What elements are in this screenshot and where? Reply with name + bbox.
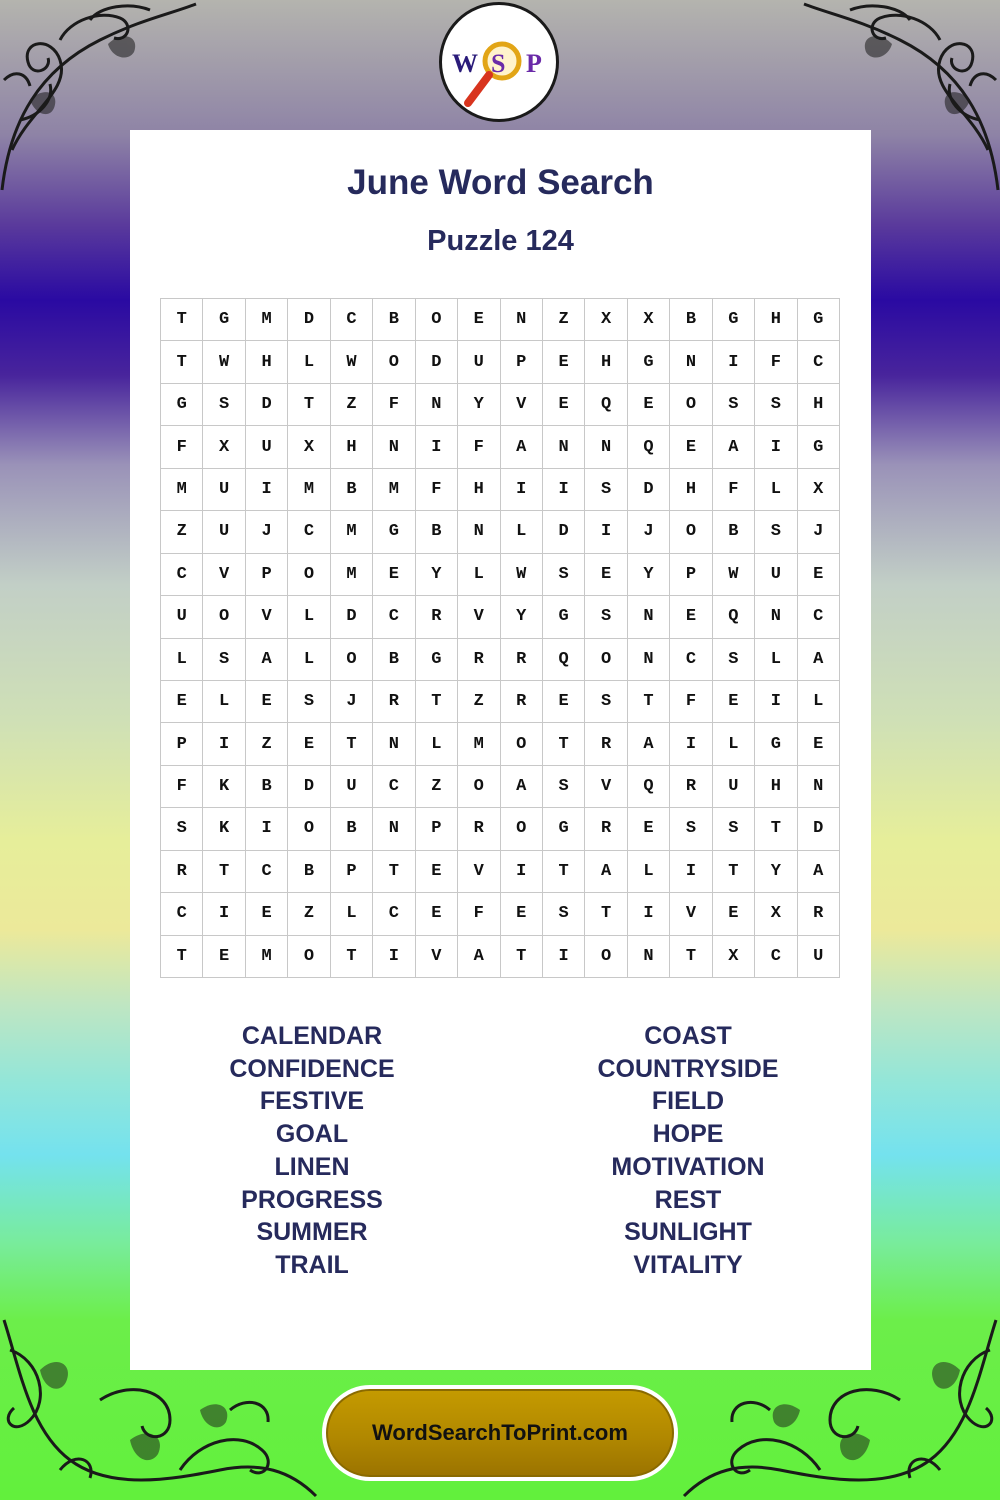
grid-cell[interactable]: C	[670, 639, 712, 681]
grid-cell[interactable]: T	[161, 299, 203, 341]
grid-cell[interactable]: S	[543, 766, 585, 808]
grid-cell[interactable]: O	[501, 808, 543, 850]
grid-cell[interactable]: W	[331, 341, 373, 383]
grid-cell[interactable]: M	[331, 554, 373, 596]
grid-cell[interactable]: J	[798, 511, 840, 553]
grid-cell[interactable]: L	[755, 639, 797, 681]
word-item: HOPE	[652, 1120, 724, 1149]
grid-cell[interactable]: O	[203, 596, 245, 638]
grid-cell[interactable]: O	[458, 766, 500, 808]
grid-cell[interactable]: D	[246, 384, 288, 426]
word-item: TRAIL	[275, 1250, 349, 1279]
grid-cell[interactable]: U	[331, 766, 373, 808]
grid-cell[interactable]: C	[373, 766, 415, 808]
grid-cell[interactable]: G	[713, 299, 755, 341]
grid-cell[interactable]: E	[501, 893, 543, 935]
grid-cell[interactable]: R	[585, 808, 627, 850]
grid-cell[interactable]: Z	[543, 299, 585, 341]
word-item: GOAL	[275, 1120, 349, 1149]
grid-cell[interactable]: T	[628, 681, 670, 723]
grid-cell[interactable]: G	[203, 299, 245, 341]
grid-cell[interactable]: E	[543, 341, 585, 383]
grid-cell[interactable]: S	[755, 384, 797, 426]
grid-cell[interactable]: L	[288, 341, 330, 383]
grid-cell[interactable]: L	[416, 723, 458, 765]
word-item: SUMMER	[256, 1218, 368, 1247]
grid-cell[interactable]: S	[713, 639, 755, 681]
grid-cell[interactable]: O	[288, 808, 330, 850]
grid-cell[interactable]: P	[331, 851, 373, 893]
grid-cell[interactable]: L	[161, 639, 203, 681]
grid-cell[interactable]: V	[501, 384, 543, 426]
grid-cell[interactable]: R	[585, 723, 627, 765]
grid-cell[interactable]: O	[670, 384, 712, 426]
grid-cell[interactable]: O	[288, 936, 330, 978]
grid-cell[interactable]: H	[458, 469, 500, 511]
grid-cell[interactable]: V	[670, 893, 712, 935]
grid-cell[interactable]: N	[798, 766, 840, 808]
grid-cell[interactable]: R	[458, 639, 500, 681]
grid-cell[interactable]: P	[670, 554, 712, 596]
grid-cell[interactable]: G	[543, 808, 585, 850]
grid-cell[interactable]: L	[501, 511, 543, 553]
grid-cell[interactable]: I	[670, 723, 712, 765]
grid-cell[interactable]: H	[755, 766, 797, 808]
grid-cell[interactable]: L	[288, 639, 330, 681]
grid-cell[interactable]: T	[203, 851, 245, 893]
grid-cell[interactable]: S	[585, 681, 627, 723]
grid-cell[interactable]: J	[331, 681, 373, 723]
grid-cell[interactable]: Z	[246, 723, 288, 765]
grid-cell[interactable]: C	[755, 936, 797, 978]
word-item: FESTIVE	[259, 1087, 365, 1116]
grid-cell[interactable]: T	[543, 851, 585, 893]
grid-cell[interactable]: Y	[416, 554, 458, 596]
grid-cell[interactable]: E	[203, 936, 245, 978]
grid-cell[interactable]: T	[543, 723, 585, 765]
grid-cell[interactable]: I	[670, 851, 712, 893]
grid-cell[interactable]: N	[373, 426, 415, 468]
grid-cell[interactable]: D	[288, 299, 330, 341]
grid-cell[interactable]: N	[628, 596, 670, 638]
grid-cell[interactable]: X	[628, 299, 670, 341]
grid-cell[interactable]: I	[585, 511, 627, 553]
grid-cell[interactable]: M	[458, 723, 500, 765]
grid-cell[interactable]: W	[203, 341, 245, 383]
grid-cell[interactable]: H	[331, 426, 373, 468]
grid-cell[interactable]: R	[798, 893, 840, 935]
grid-cell[interactable]: R	[670, 766, 712, 808]
grid-cell[interactable]: H	[798, 384, 840, 426]
grid-cell[interactable]: N	[585, 426, 627, 468]
grid-cell[interactable]: K	[203, 766, 245, 808]
grid-cell[interactable]: A	[713, 426, 755, 468]
grid-cell[interactable]: F	[458, 426, 500, 468]
grid-cell[interactable]: E	[628, 808, 670, 850]
grid-cell[interactable]: C	[373, 893, 415, 935]
grid-cell[interactable]: D	[798, 808, 840, 850]
grid-cell[interactable]: E	[161, 681, 203, 723]
grid-cell[interactable]: D	[288, 766, 330, 808]
grid-cell[interactable]: M	[246, 299, 288, 341]
word-item: COAST	[644, 1022, 732, 1050]
grid-cell[interactable]: T	[585, 893, 627, 935]
grid-cell[interactable]: T	[755, 808, 797, 850]
grid-cell[interactable]: L	[331, 893, 373, 935]
grid-cell[interactable]: I	[755, 681, 797, 723]
grid-cell[interactable]: X	[585, 299, 627, 341]
grid-cell[interactable]: N	[373, 723, 415, 765]
grid-cell[interactable]: C	[288, 511, 330, 553]
grid-cell[interactable]: I	[373, 936, 415, 978]
grid-cell[interactable]: Q	[543, 639, 585, 681]
grid-cell[interactable]: N	[543, 426, 585, 468]
word-list-right	[538, 1020, 838, 1282]
grid-cell[interactable]: E	[288, 723, 330, 765]
grid-cell[interactable]: U	[798, 936, 840, 978]
grid-cell[interactable]: Z	[331, 384, 373, 426]
word-item: MOTIVATION	[611, 1152, 765, 1181]
word-item: FIELD	[651, 1087, 725, 1116]
grid-cell[interactable]: U	[246, 426, 288, 468]
grid-cell[interactable]: F	[161, 426, 203, 468]
grid-cell[interactable]: L	[713, 723, 755, 765]
word-list-left	[162, 1020, 462, 1282]
grid-cell[interactable]: E	[713, 681, 755, 723]
grid-cell[interactable]: U	[458, 341, 500, 383]
grid-cell[interactable]: Y	[755, 851, 797, 893]
grid-cell[interactable]: R	[416, 596, 458, 638]
grid-cell[interactable]: X	[798, 469, 840, 511]
logo-letter-w: W	[452, 49, 478, 78]
grid-cell[interactable]: N	[416, 384, 458, 426]
grid-cell[interactable]: T	[161, 936, 203, 978]
grid-cell[interactable]: E	[543, 681, 585, 723]
grid-cell[interactable]: N	[501, 299, 543, 341]
grid-cell[interactable]: T	[161, 341, 203, 383]
logo-letter-p: P	[526, 49, 542, 78]
grid-cell[interactable]: E	[416, 893, 458, 935]
grid-cell[interactable]: A	[501, 426, 543, 468]
word-item: REST	[654, 1185, 722, 1214]
grid-cell[interactable]: F	[670, 681, 712, 723]
grid-cell[interactable]: B	[713, 511, 755, 553]
grid-cell[interactable]: Q	[628, 426, 670, 468]
grid-cell[interactable]: S	[543, 893, 585, 935]
grid-cell[interactable]: C	[161, 554, 203, 596]
grid-cell[interactable]: F	[416, 469, 458, 511]
grid-cell[interactable]: E	[585, 554, 627, 596]
page-title: June Word Search	[347, 163, 654, 202]
grid-cell[interactable]: N	[458, 511, 500, 553]
grid-cell[interactable]: E	[246, 893, 288, 935]
grid-cell[interactable]: T	[373, 851, 415, 893]
grid-cell[interactable]: V	[458, 596, 500, 638]
grid-cell[interactable]: E	[458, 299, 500, 341]
grid-cell[interactable]: O	[416, 299, 458, 341]
grid-cell[interactable]: P	[416, 808, 458, 850]
grid-cell[interactable]: E	[628, 384, 670, 426]
grid-cell[interactable]: G	[373, 511, 415, 553]
grid-cell[interactable]: T	[331, 723, 373, 765]
grid-cell[interactable]: T	[416, 681, 458, 723]
grid-cell[interactable]: O	[288, 554, 330, 596]
grid-cell[interactable]: G	[798, 426, 840, 468]
grid-cell[interactable]: G	[798, 299, 840, 341]
grid-cell[interactable]: D	[416, 341, 458, 383]
grid-cell[interactable]: B	[670, 299, 712, 341]
grid-cell[interactable]: I	[416, 426, 458, 468]
word-item: PROGRESS	[241, 1185, 383, 1214]
grid-cell[interactable]: V	[246, 596, 288, 638]
grid-cell[interactable]: V	[585, 766, 627, 808]
grid-cell[interactable]: U	[713, 766, 755, 808]
grid-cell[interactable]: U	[161, 596, 203, 638]
grid-cell[interactable]: B	[331, 808, 373, 850]
grid-cell[interactable]: M	[288, 469, 330, 511]
puzzle-number: Puzzle 124	[427, 225, 574, 257]
grid-cell[interactable]: Z	[288, 893, 330, 935]
grid-cell[interactable]: Q	[713, 596, 755, 638]
grid-cell[interactable]: C	[373, 596, 415, 638]
grid-cell[interactable]: T	[331, 936, 373, 978]
word-item: CALENDAR	[241, 1022, 383, 1050]
grid-cell[interactable]: S	[713, 808, 755, 850]
footer-button[interactable]	[326, 1389, 674, 1477]
grid-cell[interactable]: P	[501, 341, 543, 383]
grid-cell[interactable]: I	[203, 723, 245, 765]
grid-cell[interactable]: N	[373, 808, 415, 850]
grid-cell[interactable]: C	[798, 596, 840, 638]
word-item: LINEN	[274, 1152, 350, 1181]
grid-cell[interactable]: D	[331, 596, 373, 638]
grid-cell[interactable]: K	[203, 808, 245, 850]
grid-cell[interactable]: A	[246, 639, 288, 681]
word-item: VITALITY	[633, 1250, 743, 1279]
grid-cell[interactable]: D	[628, 469, 670, 511]
grid-cell[interactable]: E	[713, 893, 755, 935]
grid-cell[interactable]: F	[373, 384, 415, 426]
grid-cell[interactable]: O	[331, 639, 373, 681]
grid-cell[interactable]: E	[373, 554, 415, 596]
grid-cell[interactable]: L	[203, 681, 245, 723]
word-item: CONFIDENCE	[229, 1054, 395, 1083]
grid-cell[interactable]: Z	[458, 681, 500, 723]
grid-cell[interactable]: S	[543, 554, 585, 596]
grid-cell[interactable]: H	[585, 341, 627, 383]
grid-cell[interactable]: R	[373, 681, 415, 723]
grid-cell[interactable]: X	[755, 893, 797, 935]
grid-cell[interactable]: F	[458, 893, 500, 935]
grid-cell[interactable]: A	[458, 936, 500, 978]
grid-cell[interactable]: X	[288, 426, 330, 468]
grid-cell[interactable]: S	[755, 511, 797, 553]
grid-cell[interactable]: A	[798, 639, 840, 681]
grid-cell[interactable]: R	[501, 639, 543, 681]
grid-cell[interactable]: R	[161, 851, 203, 893]
word-item: SUNLIGHT	[624, 1218, 752, 1247]
grid-cell[interactable]: L	[755, 469, 797, 511]
grid-cell[interactable]: C	[798, 341, 840, 383]
grid-cell[interactable]: Q	[628, 766, 670, 808]
grid-cell[interactable]: H	[246, 341, 288, 383]
grid-cell[interactable]: E	[670, 426, 712, 468]
footer-badge[interactable]	[322, 1385, 678, 1481]
grid-cell[interactable]: Z	[161, 511, 203, 553]
grid-cell[interactable]: C	[161, 893, 203, 935]
grid-cell[interactable]: G	[755, 723, 797, 765]
grid-cell[interactable]: I	[246, 469, 288, 511]
grid-cell[interactable]: I	[628, 893, 670, 935]
grid-cell[interactable]: F	[161, 766, 203, 808]
grid-cell[interactable]: E	[798, 723, 840, 765]
grid-cell[interactable]: O	[670, 511, 712, 553]
grid-cell[interactable]: F	[713, 469, 755, 511]
grid-cell[interactable]: A	[628, 723, 670, 765]
grid-cell[interactable]: A	[585, 851, 627, 893]
grid-cell[interactable]: I	[501, 469, 543, 511]
grid-cell[interactable]: X	[203, 426, 245, 468]
grid-cell[interactable]: Y	[458, 384, 500, 426]
grid-cell[interactable]: B	[416, 511, 458, 553]
grid-cell[interactable]: S	[670, 808, 712, 850]
grid-cell[interactable]: B	[288, 851, 330, 893]
grid-cell[interactable]: S	[585, 596, 627, 638]
grid-cell[interactable]: S	[585, 469, 627, 511]
grid-cell[interactable]: G	[628, 341, 670, 383]
grid-cell[interactable]: Z	[416, 766, 458, 808]
grid-cell[interactable]: D	[543, 511, 585, 553]
grid-cell[interactable]: W	[501, 554, 543, 596]
grid-cell[interactable]: E	[543, 384, 585, 426]
grid-cell[interactable]: P	[161, 723, 203, 765]
grid-cell[interactable]: O	[501, 723, 543, 765]
grid-cell[interactable]: S	[713, 384, 755, 426]
grid-cell[interactable]: I	[755, 426, 797, 468]
grid-cell[interactable]: I	[501, 851, 543, 893]
grid-cell[interactable]: H	[755, 299, 797, 341]
grid-cell[interactable]: B	[331, 469, 373, 511]
grid-cell[interactable]: B	[373, 299, 415, 341]
letter-grid[interactable]	[160, 298, 840, 978]
grid-cell[interactable]: I	[543, 469, 585, 511]
grid-cell[interactable]: O	[585, 639, 627, 681]
grid-cell[interactable]: N	[755, 596, 797, 638]
grid-cell[interactable]: H	[670, 469, 712, 511]
grid-cell[interactable]: Q	[585, 384, 627, 426]
word-item: COUNTRYSIDE	[597, 1054, 779, 1083]
grid-cell[interactable]: M	[161, 469, 203, 511]
grid-cell[interactable]: C	[246, 851, 288, 893]
grid-cell[interactable]: V	[458, 851, 500, 893]
grid-cell[interactable]: L	[288, 596, 330, 638]
logo-letter-s: S	[491, 49, 506, 78]
grid-cell[interactable]: E	[416, 851, 458, 893]
grid-cell[interactable]: G	[416, 639, 458, 681]
grid-cell[interactable]: R	[458, 808, 500, 850]
grid-cell[interactable]: C	[331, 299, 373, 341]
grid-cell[interactable]: G	[543, 596, 585, 638]
grid-cell[interactable]: G	[161, 384, 203, 426]
grid-cell[interactable]: X	[713, 936, 755, 978]
grid-cell[interactable]: B	[373, 639, 415, 681]
wsp-logo[interactable]	[439, 2, 559, 122]
grid-cell[interactable]: S	[203, 384, 245, 426]
grid-cell[interactable]: W	[713, 554, 755, 596]
grid-cell[interactable]: S	[161, 808, 203, 850]
grid-cell[interactable]: J	[246, 511, 288, 553]
grid-cell[interactable]: E	[798, 554, 840, 596]
grid-cell[interactable]: I	[203, 893, 245, 935]
grid-cell[interactable]: S	[203, 639, 245, 681]
grid-cell[interactable]: U	[755, 554, 797, 596]
grid-cell[interactable]: O	[373, 341, 415, 383]
grid-cell[interactable]: S	[288, 681, 330, 723]
grid-cell[interactable]: E	[246, 681, 288, 723]
grid-cell[interactable]: Y	[501, 596, 543, 638]
grid-cell[interactable]: I	[246, 808, 288, 850]
grid-cell[interactable]: L	[458, 554, 500, 596]
grid-cell[interactable]: L	[798, 681, 840, 723]
grid-cell[interactable]: U	[203, 469, 245, 511]
grid-cell[interactable]: T	[670, 936, 712, 978]
grid-cell[interactable]: Y	[628, 554, 670, 596]
grid-cell[interactable]: A	[501, 766, 543, 808]
grid-cell[interactable]: M	[331, 511, 373, 553]
grid-cell[interactable]: I	[543, 936, 585, 978]
grid-cell[interactable]: N	[628, 936, 670, 978]
grid-cell[interactable]: U	[203, 511, 245, 553]
grid-cell[interactable]: N	[670, 341, 712, 383]
site-link[interactable]: WordSearchToPrint.com	[372, 1420, 628, 1445]
grid-cell[interactable]: V	[416, 936, 458, 978]
grid-cell[interactable]: A	[798, 851, 840, 893]
grid-cell[interactable]: I	[713, 341, 755, 383]
grid-cell[interactable]: B	[246, 766, 288, 808]
grid-cell[interactable]: R	[501, 681, 543, 723]
grid-cell[interactable]: V	[203, 554, 245, 596]
grid-cell[interactable]: J	[628, 511, 670, 553]
grid-cell[interactable]: N	[628, 639, 670, 681]
grid-cell[interactable]: M	[246, 936, 288, 978]
grid-cell[interactable]: F	[755, 341, 797, 383]
grid-cell[interactable]: T	[501, 936, 543, 978]
grid-cell[interactable]: T	[713, 851, 755, 893]
grid-cell[interactable]: L	[628, 851, 670, 893]
grid-cell[interactable]: E	[670, 596, 712, 638]
grid-cell[interactable]: T	[288, 384, 330, 426]
grid-cell[interactable]: P	[246, 554, 288, 596]
grid-cell[interactable]: O	[585, 936, 627, 978]
grid-cell[interactable]: M	[373, 469, 415, 511]
